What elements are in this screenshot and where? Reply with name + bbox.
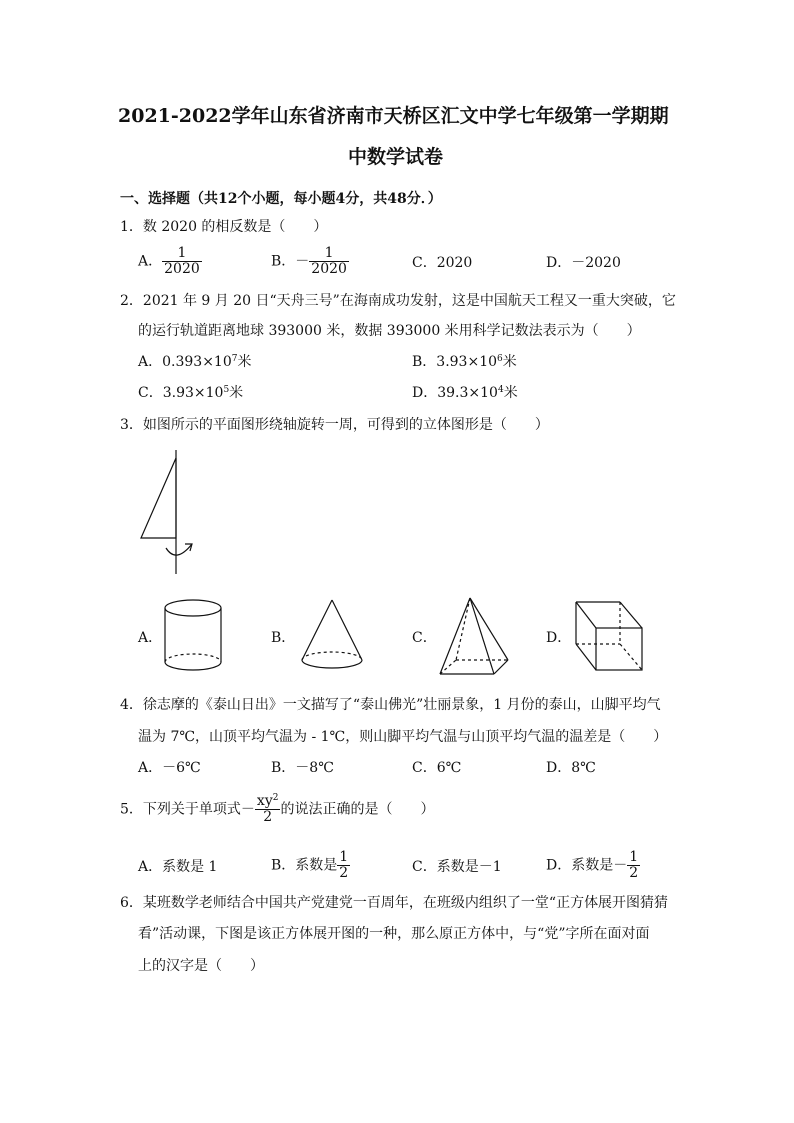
pyramid-edge-3 [470, 598, 508, 660]
cone-base-back [302, 652, 362, 660]
exam-title-line1: 2021-2022学年山东省济南市天桥区汇文中学七年级第一学期期 [118, 105, 669, 127]
q2-d-base: D．39.3×10 [412, 385, 498, 401]
q1-option-a [138, 246, 202, 277]
q2-b-exponent: 6 [497, 354, 503, 364]
cylinder-top [165, 600, 221, 616]
q3-stem: 3．如图所示的平面图形绕轴旋转一周，可得到的立体图形是（ ） [120, 417, 549, 433]
q1-option-d: D．－2020 [546, 255, 621, 271]
q5-d-prefix: D．系数是－ [546, 857, 628, 874]
q1-b-prefix: B．－ [271, 253, 310, 270]
q1-a-numerator: 1 [162, 246, 202, 262]
q1-b-numerator: 1 [309, 246, 349, 262]
q2-option-d [412, 384, 518, 402]
q5-b-fraction [337, 850, 350, 881]
q5-numerator-vars: xy [256, 793, 273, 809]
q5-d-denominator: 2 [629, 865, 639, 881]
cube-figure [572, 600, 652, 674]
cube-hidden-bottom-right [620, 644, 642, 670]
cone-right-edge [332, 600, 362, 660]
q5-option-c: C．系数是－1 [412, 859, 502, 875]
q1-a-prefix: A． [138, 253, 163, 270]
q2-d-unit: 米 [503, 385, 518, 401]
q3-option-d-label: D． [546, 630, 572, 646]
pyramid-figure [436, 594, 516, 678]
q2-option-b [412, 353, 517, 371]
cube-front-face [596, 628, 642, 670]
q5-b-denominator: 2 [339, 865, 349, 881]
pyramid-edge-1 [440, 598, 470, 674]
cone-left-edge [302, 600, 332, 660]
q5-option-a: A．系数是 1 [138, 859, 218, 875]
cone-base-front [302, 660, 362, 668]
pyramid-base-right [494, 660, 508, 674]
q2-b-base: B．3.93×10 [412, 354, 498, 370]
q3-option-b-label: B． [271, 630, 296, 646]
q1-b-denominator: 2020 [311, 261, 347, 277]
q3-option-a-label: A． [138, 630, 163, 646]
rotation-arrow [166, 544, 192, 555]
q2-d-exponent: 4 [497, 385, 504, 395]
q2-b-unit: 米 [502, 354, 517, 370]
q2-stem-line1: 2．2021 年 9 月 20 日“天舟三号”在海南成功发射，这是中国航天工程又一重大突破，它 [120, 293, 676, 309]
cube-top-right-edge [620, 602, 642, 628]
q5-d-numerator: 1 [629, 849, 639, 865]
q5-option-d [546, 850, 640, 881]
q5-monomial-denominator: 2 [263, 809, 273, 825]
cylinder-bottom-back [165, 654, 221, 662]
q5-stem-prefix: 5．下列关于单项式－ [120, 801, 255, 818]
q5-stem-suffix: 的说法正确的是（ ） [280, 801, 435, 818]
q5-d-fraction [627, 850, 640, 881]
cube-bottom-left-edge [576, 644, 596, 670]
q5-monomial-fraction [255, 794, 281, 825]
cone-figure [298, 596, 368, 676]
cylinder-figure [160, 598, 230, 678]
q4-option-b: B．－8℃ [271, 760, 334, 776]
q2-stem-line2: 的运行轨道距离地球 393000 米，数据 393000 米用科学记数法表示为（ ） [138, 323, 641, 339]
q5-option-b [271, 850, 350, 881]
q5-stem [120, 794, 434, 825]
q4-option-a: A．－6℃ [138, 760, 201, 776]
q1-a-denominator: 2020 [164, 261, 200, 277]
q4-stem-line1: 4．徐志摩的《泰山日出》一文描写了“泰山佛光”壮丽景象，1 月份的泰山，山脚平均气 [120, 697, 661, 713]
q2-c-exponent: 5 [223, 385, 230, 395]
q4-option-c: C．6℃ [412, 760, 462, 776]
q3-option-c-label: C． [412, 630, 437, 646]
exam-title-line2: 中数学试卷 [348, 146, 444, 168]
q1-stem: 1．数 2020 的相反数是（ ） [120, 219, 328, 235]
cylinder-bottom-front [165, 662, 221, 670]
q5-b-prefix: B．系数是 [271, 857, 338, 874]
q5-numerator-exponent: 2 [272, 793, 279, 803]
q2-option-a [138, 353, 251, 371]
q3-rotation-figure [130, 448, 210, 578]
q2-option-c [138, 384, 243, 402]
q1-b-fraction [309, 246, 349, 277]
q5-monomial-numerator [255, 794, 281, 810]
q6-stem-line1: 6．某班数学老师结合中国共产党建党一百周年，在班级内组织了一堂“正方体展开图猜猜 [120, 895, 669, 911]
q6-stem-line3: 上的汉字是（ ） [138, 958, 264, 974]
q2-c-unit: 米 [229, 385, 244, 401]
q5-b-numerator: 1 [339, 849, 349, 865]
right-triangle [141, 458, 176, 538]
q1-option-b [271, 246, 349, 277]
q1-a-fraction [162, 246, 202, 277]
q2-a-exponent: 7 [231, 354, 238, 364]
q2-a-unit: 米 [237, 354, 252, 370]
q2-a-base: A．0.393×10 [138, 354, 232, 370]
q2-c-base: C．3.93×10 [138, 385, 224, 401]
q4-stem-line2: 温为 7℃，山顶平均气温为 - 1℃，则山脚平均气温与山顶平均气温的温差是（ ） [138, 729, 668, 745]
q6-stem-line2: 看”活动课，下图是该正方体展开图的一种，那么原正方体中，与“党”字所在面对面 [138, 926, 650, 942]
q4-option-d: D．8℃ [546, 760, 596, 776]
pyramid-edge-2 [470, 598, 494, 674]
q1-option-c: C．2020 [412, 255, 473, 271]
section-heading: 一、选择题（共12个小题，每小题4分，共48分．） [120, 191, 442, 207]
cube-top-left-edge [576, 602, 596, 628]
